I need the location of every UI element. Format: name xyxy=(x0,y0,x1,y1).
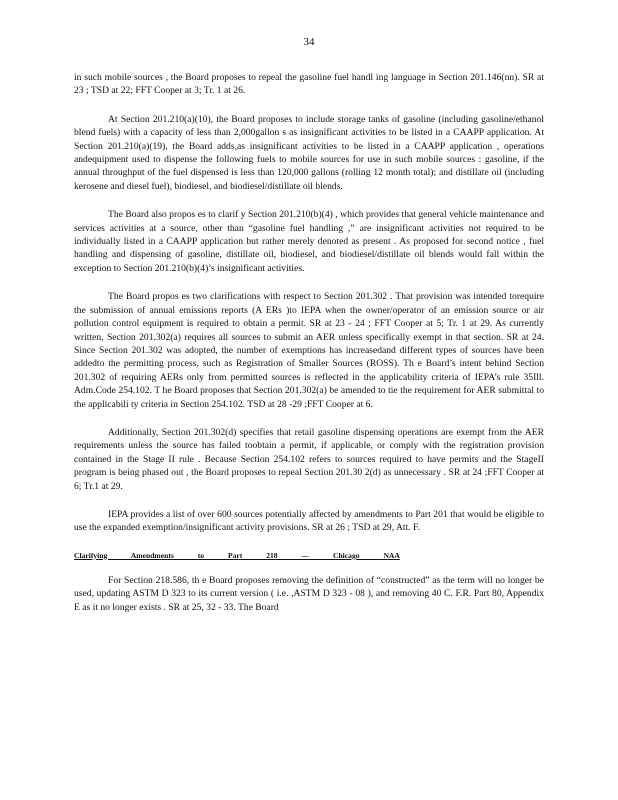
paragraph-continuation: in such mobile sources , the Board proposes to repeal the gasoline fuel handl ing language in Section 201.146(nn). SR at 23 ; TSD at 22; FFT Cooper at 3; Tr. 1 at 26. xyxy=(74,72,544,97)
paragraph-storage-tanks: At Section 201.210(a)(10), the Board proposes to include storage tanks of gasoline (including gasoline/ethanol blend fuels) with a capacity of less than 2,000gallon s as insignificant activities to be listed in a CAAPP application. At Section 201.210(a)(19), the Board adds,as insignificant activities to be listed in a CAAPP application , operations andequipment used to dispense the following fuels to mobile sources for use in such mobile sources : gasoline, if the annual throughput of the fuel dispensed is less than 120,000 gallons (rolling 12 month total); and distillate oil (including kerosene and diesel fuel), biodiesel, and biodiesel/distillate oil blends. xyxy=(74,113,544,192)
paragraph-section-218-586: For Section 218.586, th e Board proposes removing the definition of “constructed” as the term will no longer be used, updating ASTM D 323 to its current version ( i.e. ,ASTM D 323 - 08 ), and removing 40 C. F.R. Part 80, Appendix E as it no longer exists . SR at 25, 32 - 33. The Board xyxy=(74,574,544,613)
document-body xyxy=(74,71,544,629)
page-number: 34 xyxy=(303,36,315,48)
paragraph-clarify-201-210: The Board also propos es to clarif y Section 201.210(b)(4) , which provides that general vehicle maintenance and services activities at a source, other than “gasoline fuel handling ,” are insignificant activities not required to be individually listed in a CAAPP application but rather merely denoted as present . As proposed for second notice , fuel handling and dispensing of gasoline, distillate oil, biodiesel, and biodiesel/distillate oil blends would fall within the exception to Section 201.210(b)(4)’s insignificant activities. xyxy=(74,209,544,274)
paragraph-iepa-list: IEPA provides a list of over 600 sources potentially affected by amendments to Part 201 that would be eligible to use the expanded exemption/insignificant activity provisions. SR at 26 ; TSD at 29, Att. F. xyxy=(74,508,544,534)
paragraph-201-302: The Board propos es two clarifications with respect to Section 201.302 . That provision was intended torequire the submission of annual emissions reports (A ERs )to IEPA when the owner/operator of an emission source or air pollution control equipment is required to obtain a permit. SR at 23 - 24 ; FFT Cooper at 5; Tr. 1 at 29. As currently written, Section 201.302(a) requires all sources to submit an AER unless specifically exempt in that section. SR at 24. Since Section 201.302 was adopted, the number of exemptions has increasedand different types of sources have been addedto the permitting process, such as Registration of Smaller Sources (ROSS). Th e Board’s intent behind Section 201.302 of requiring AERs only from permitted sources is reflected in the applicability criteria of IEPA’s rule 35Ill. Adm.Code 254.102. T he Board proposes that Section 201.302(a) be amended to tie the requirement for AER submittal to the applicabili ty criteria in Section 254.102. TSD at 28 -29 ;FFT Cooper at 6. xyxy=(74,291,544,410)
paragraph-201-302d: Additionally, Section 201.302(d) specifies that retail gasoline dispensing operations are exempt from the AER requirements unless the source has failed toobtain a permit, if applicable, or comply with the registration provision contained in the Stage II rule . Because Section 254.102 refers to sources required to have permits and the StageII program is being phased out , the Board proposes to repeal Section 201.30 2(d) as unnecessary . SR at 24 ;FFT Cooper at 6; Tr.1 at 29. xyxy=(74,426,544,492)
section-heading: Clarifying Amendments to Part 218 — Chicago NAA xyxy=(74,550,400,560)
